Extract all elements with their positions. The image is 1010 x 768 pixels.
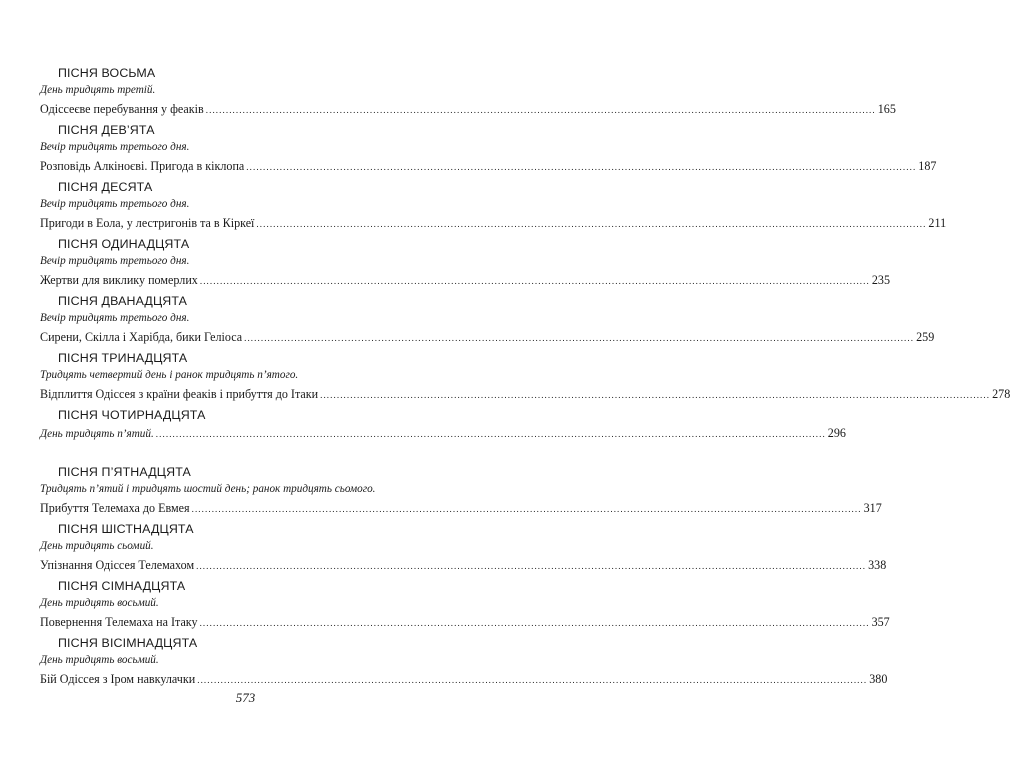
song-heading: ПІСНЯ ОДИНАДЦЯТА xyxy=(58,237,190,251)
day-subtitle: Тридцять п’ятий і тридцять шостий день; ранок тридцять сьомого. xyxy=(40,483,376,495)
toc-entry xyxy=(38,520,887,577)
song-heading: ПІСНЯ ДЕСЯТА xyxy=(58,180,153,194)
page-ref: 278 xyxy=(992,387,1010,401)
page-ref: 211 xyxy=(928,216,947,230)
page-ref: 165 xyxy=(877,102,896,116)
dot-leader: ........................................................................................................................................................................................................ xyxy=(197,675,868,685)
song-heading: ПІСНЯ ВОСЬМА xyxy=(58,66,156,80)
day-subtitle: День тридцять третій. xyxy=(40,84,156,96)
toc-entry xyxy=(38,577,890,634)
page-ref: 187 xyxy=(918,159,937,173)
dot-leader: ........................................................................................................................................................................................................ xyxy=(199,276,870,286)
toc-line xyxy=(40,159,937,174)
toc-line xyxy=(40,387,1010,402)
chapter-title: Одіссеєве перебування у феаків xyxy=(40,102,204,116)
page-ref: 357 xyxy=(871,615,890,629)
toc-line xyxy=(40,558,887,573)
toc-line xyxy=(40,426,846,441)
page-number: 573 xyxy=(235,690,256,705)
page-ref: 296 xyxy=(827,426,846,440)
dot-leader: ........................................................................................................................................................................................................ xyxy=(155,429,826,439)
toc-line xyxy=(40,102,896,117)
dot-leader: ........................................................................................................................................................................................................ xyxy=(205,105,876,115)
toc-line xyxy=(40,672,888,687)
table-of-contents xyxy=(38,64,1010,691)
chapter-title: Бій Одіссея з Іром навкулачки xyxy=(40,672,196,686)
song-heading: ПІСНЯ СІМНАДЦЯТА xyxy=(58,579,186,593)
song-heading: ПІСНЯ ШІСТНАДЦЯТА xyxy=(58,522,194,536)
chapter-title: Жертви для виклику померлих xyxy=(40,273,198,287)
chapter-title: Пригоди в Еола, у лестригонів та в Кіркеї xyxy=(40,216,255,230)
song-heading: ПІСНЯ ДВАНАДЦЯТА xyxy=(58,294,188,308)
page-ref: 380 xyxy=(869,672,888,686)
chapter-title: Відплиття Одіссея з країни феаків і прибуття до Ітаки xyxy=(40,387,319,401)
day-subtitle: Вечір тридцять третього дня. xyxy=(40,198,190,210)
page-ref: 259 xyxy=(916,330,935,344)
toc-entry xyxy=(38,463,882,520)
chapter-title: Сирени, Скілла і Харібда, бики Геліоса xyxy=(40,330,243,344)
day-subtitle: Вечір тридцять третього дня. xyxy=(40,141,190,153)
song-heading: ПІСНЯ ТРИНАДЦЯТА xyxy=(58,351,188,365)
page-ref: 338 xyxy=(868,558,887,572)
toc-line xyxy=(40,216,947,231)
toc-entry xyxy=(38,406,846,463)
chapter-title: Повернення Телемаха на Ітаку xyxy=(40,615,198,629)
toc-line xyxy=(40,330,935,345)
dot-leader: ........................................................................................................................................................................................................ xyxy=(196,561,867,571)
toc-line xyxy=(40,615,890,630)
day-subtitle: Тридцять четвертий день і ранок тридцять п’ятого. xyxy=(40,369,299,381)
song-heading: ПІСНЯ ЧОТИРНАДЦЯТА xyxy=(58,408,206,422)
toc-entry xyxy=(38,634,888,691)
day-subtitle: Вечір тридцять третього дня. xyxy=(40,255,190,267)
chapter-title: День тридцять п’ятий. xyxy=(40,428,154,440)
day-subtitle: День тридцять восьмий. xyxy=(40,597,159,609)
dot-leader: ........................................................................................................................................................................................................ xyxy=(320,390,991,400)
dot-leader: ........................................................................................................................................................................................................ xyxy=(199,618,870,628)
song-heading: ПІСНЯ ДЕВ’ЯТА xyxy=(58,123,155,137)
dot-leader: ........................................................................................................................................................................................................ xyxy=(246,162,917,172)
toc-entry xyxy=(38,178,947,235)
dot-leader: ........................................................................................................................................................................................................ xyxy=(191,504,862,514)
song-heading: ПІСНЯ ВІСІМНАДЦЯТА xyxy=(58,636,198,650)
day-subtitle: День тридцять сьомий. xyxy=(40,540,154,552)
toc-line xyxy=(40,501,882,516)
toc-entry xyxy=(38,64,896,121)
toc-entry xyxy=(38,349,1010,406)
chapter-title: Упізнання Одіссея Телемахом xyxy=(40,558,195,572)
chapter-title: Прибуття Телемаха до Евмея xyxy=(40,501,190,515)
toc-line xyxy=(40,273,890,288)
page-ref: 235 xyxy=(871,273,890,287)
song-heading: ПІСНЯ П’ЯТНАДЦЯТА xyxy=(58,465,191,479)
dot-leader: ........................................................................................................................................................................................................ xyxy=(244,333,915,343)
day-subtitle: День тридцять восьмий. xyxy=(40,654,159,666)
toc-entry xyxy=(38,121,937,178)
toc-entry xyxy=(38,235,890,292)
toc-entry xyxy=(38,292,935,349)
dot-leader: ........................................................................................................................................................................................................ xyxy=(256,219,927,229)
page-ref: 317 xyxy=(863,501,882,515)
chapter-title: Розповідь Алкіноєві. Пригода в кіклопа xyxy=(40,159,245,173)
day-subtitle: Вечір тридцять третього дня. xyxy=(40,312,190,324)
